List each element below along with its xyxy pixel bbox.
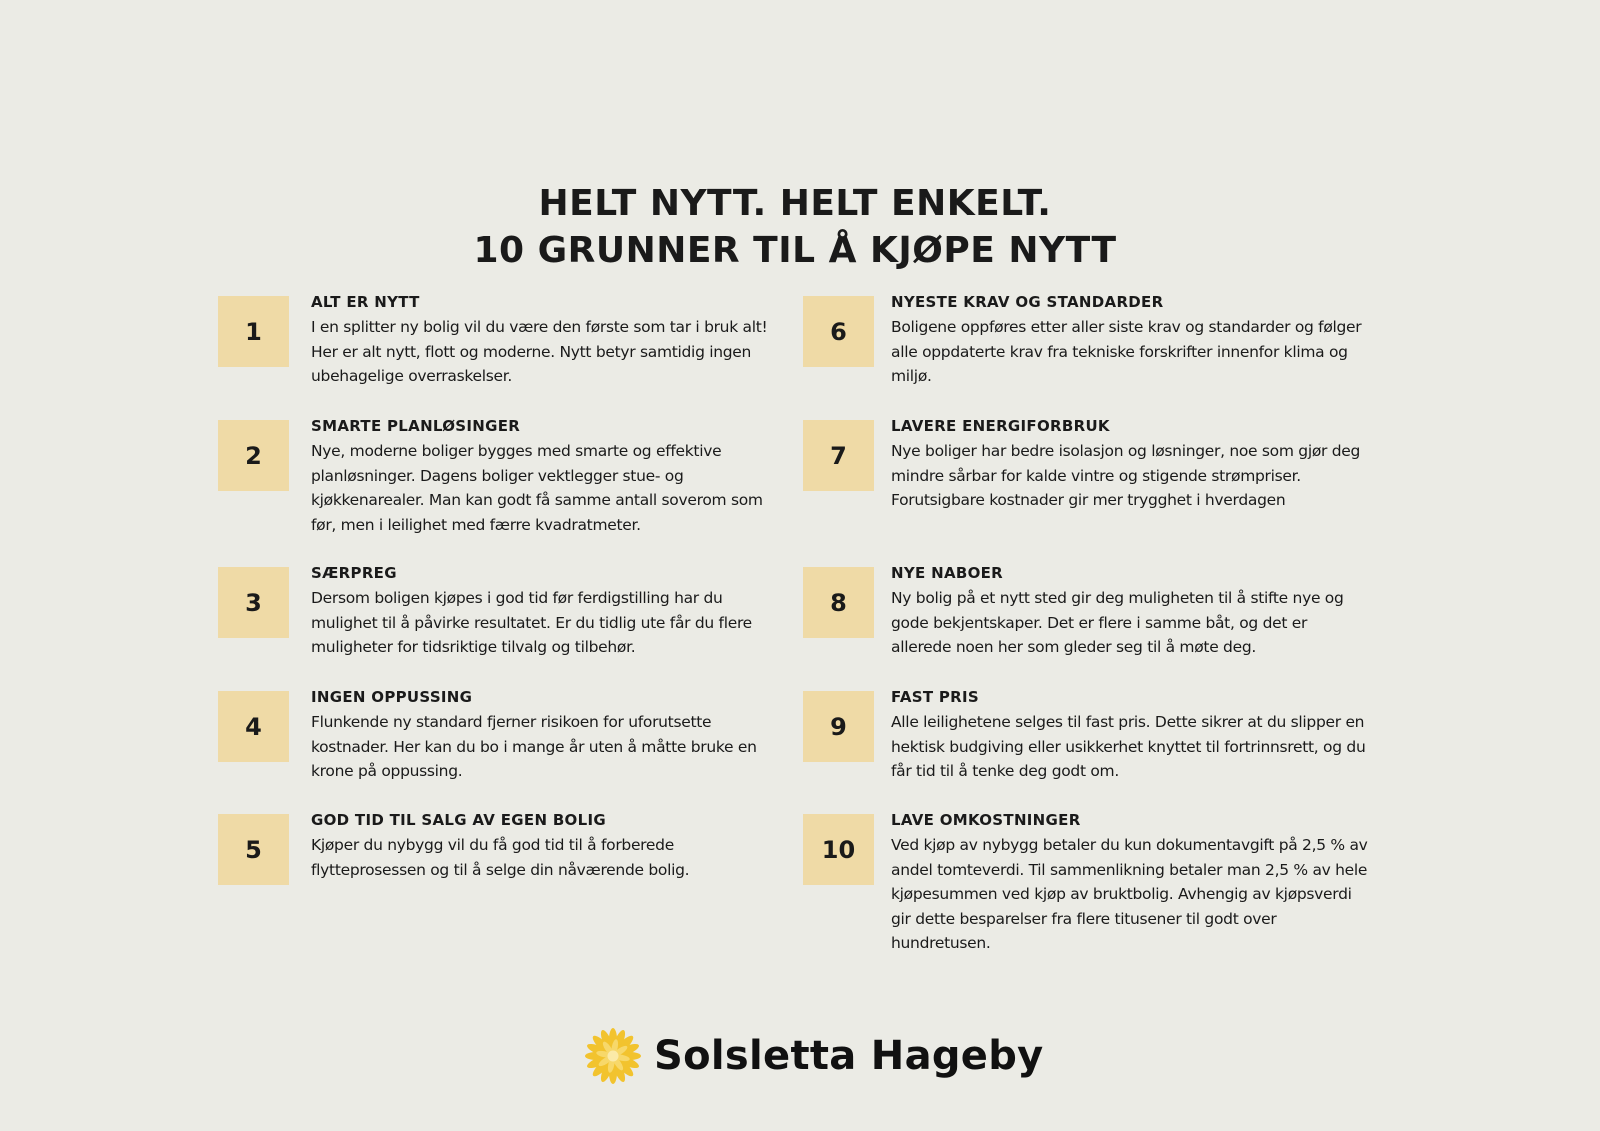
reason-number-box: 7	[803, 420, 874, 491]
reason-description: I en splitter ny bolig vil du være den første som tar i bruk alt! Her er alt nytt, flott og moderne. Nytt betyr samtidig ingen ubehagelige overraskelser.	[311, 318, 768, 386]
reason-heading: GOD TID TIL SALG AV EGEN BOLIG	[311, 811, 606, 829]
title-line-2: 10 GRUNNER TIL Å KJØPE NYTT	[473, 230, 1117, 271]
reason-number-box: 10	[803, 814, 874, 885]
reason-description: Flunkende ny standard fjerner risikoen for uforutsette kostnader. Her kan du bo i mange år uten å måtte bruke en krone på oppussing.	[311, 713, 757, 781]
reason-text-block	[311, 564, 783, 660]
reason-description: Kjøper du nybygg vil du få god tid til å forberede flytteprosessen og til å selge din nåværende bolig.	[311, 836, 690, 879]
reason-number-box: 1	[218, 296, 289, 367]
reason-heading: LAVERE ENERGIFORBRUK	[891, 417, 1110, 435]
reason-heading: SMARTE PLANLØSINGER	[311, 417, 521, 435]
reason-heading: INGEN OPPUSSING	[311, 688, 473, 706]
reason-text-block	[311, 688, 783, 784]
reason-number-box: 3	[218, 567, 289, 638]
reason-description: Nye boliger har bedre isolasjon og løsninger, noe som gjør deg mindre sårbar for kalde vintre og stigende strømpriser. Forutsigbare kostnader gir mer trygghet i hverdagen	[891, 442, 1361, 510]
reason-heading: NYE NABOER	[891, 564, 1004, 582]
reason-heading: LAVE OMKOSTNINGER	[891, 811, 1081, 829]
reason-heading: ALT ER NYTT	[311, 293, 420, 311]
reason-description: Dersom boligen kjøpes i god tid før ferdigstilling har du mulighet til å påvirke resultatet. Er du tidlig ute får du flere muligheter for tidsriktige tilvalg og tilbehør.	[311, 589, 752, 657]
page-title	[0, 180, 1590, 274]
reason-text-block	[891, 293, 1369, 389]
reason-text-block	[891, 564, 1369, 660]
reason-text-block	[891, 417, 1369, 513]
reason-number-box: 9	[803, 691, 874, 762]
reason-text-block	[891, 688, 1369, 784]
reason-number-box: 4	[218, 691, 289, 762]
reason-number-box: 6	[803, 296, 874, 367]
reason-heading: NYESTE KRAV OG STANDARDER	[891, 293, 1164, 311]
title-line-1: HELT NYTT. HELT ENKELT.	[538, 183, 1052, 224]
reason-number-box: 5	[218, 814, 289, 885]
reason-number-box: 2	[218, 420, 289, 491]
reason-heading: FAST PRIS	[891, 688, 980, 706]
sunflower-icon	[584, 1027, 642, 1085]
reason-description: Boligene oppføres etter aller siste krav og standarder og følger alle oppdaterte krav fra tekniske forskrifter innenfor klima og miljø.	[891, 318, 1362, 386]
reason-number-box: 8	[803, 567, 874, 638]
reason-description: Alle leilighetene selges til fast pris. Dette sikrer at du slipper en hektisk budgiving eller usikkerhet knyttet til fortrinnsrett, og du får tid til å tenke deg godt om.	[891, 713, 1366, 781]
reason-text-block	[311, 417, 783, 537]
reason-description: Ved kjøp av nybygg betaler du kun dokumentavgift på 2,5 % av andel tomteverdi. Til sammenlikning betaler man 2,5 % av hele kjøpesummen ved kjøp av bruktbolig. Avhengig av kjøpsverdi gir dette besparelser fra flere titusener til godt over hundretusen.	[891, 836, 1368, 953]
reason-heading: SÆRPREG	[311, 564, 397, 582]
reason-description: Nye, moderne boliger bygges med smarte og effektive planløsninger. Dagens boliger vektlegger stue- og kjøkkenarealer. Man kan godt få samme antall soverom som før, men i leilighet med færre kvadratmeter.	[311, 442, 763, 534]
brand-footer	[584, 1027, 1044, 1085]
brand-name: Solsletta Hageby	[654, 1033, 1044, 1079]
reason-text-block	[311, 811, 783, 882]
reason-text-block	[311, 293, 783, 389]
reason-text-block	[891, 811, 1369, 956]
reason-description: Ny bolig på et nytt sted gir deg muligheten til å stifte nye og gode bekjentskaper. Det er flere i samme båt, og det er allerede noen her som gleder seg til å møte deg.	[891, 589, 1344, 657]
